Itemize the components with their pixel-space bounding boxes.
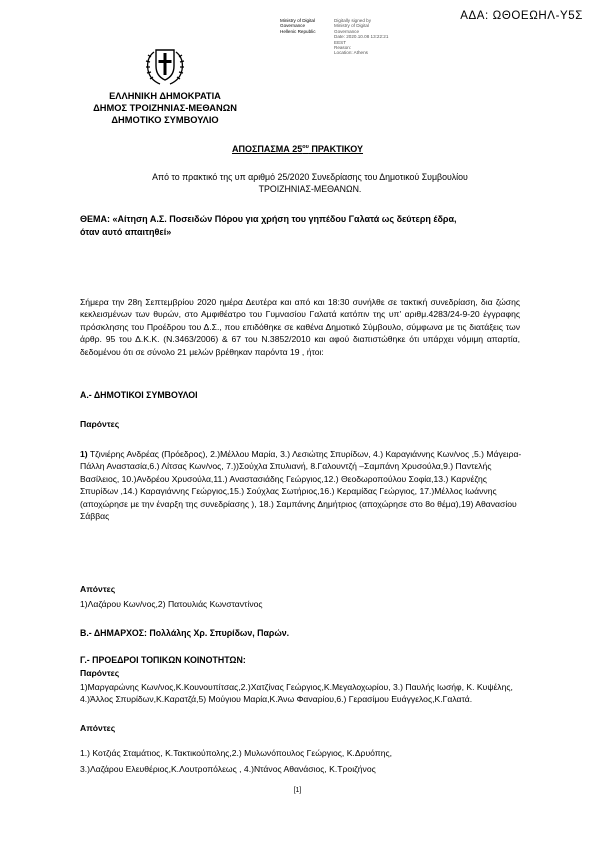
section-c-absent-line: 1.) Κοτζιάς Σταμάτιος, Κ.Τακτικούπολης,2.) Μυλωνόπουλος Γεώργιος, Κ.Δρυόπης, <box>80 748 393 758</box>
subject-heading <box>80 213 520 238</box>
section-a-present-list <box>80 448 525 522</box>
signature-detail-line: Date: 2020.10.08 13:22:21 <box>334 34 389 40</box>
section-c-absent-label: Απόντες <box>80 723 116 733</box>
ada-code: ΑΔΑ: ΩΘΟΕΩΗΛ-Υ5Σ <box>460 10 583 22</box>
minutes-source-line: ΤΡΟΙΖΗΝΙΑΣ-ΜΕΘΑΝΩΝ. <box>258 184 362 194</box>
signature-detail-line: Governance <box>334 28 360 34</box>
section-b-mayor: Β.- ΔΗΜΑΡΧΟΣ: Πολλάλης Χρ. Σπυρίδων, Παρών. <box>80 628 290 638</box>
country-name: ΕΛΛΗΝΙΚΗ ΔΗΜΟΚΡΑΤΙΑ <box>109 91 221 101</box>
page-number: [1] <box>293 787 302 794</box>
municipality-name: ΔΗΜΟΣ ΤΡΟΙΖΗΝΙΑΣ-ΜΕΘΑΝΩΝ <box>93 103 237 113</box>
section-c-present-list: 1)Μαργαρώνης Κων/νος,Κ.Κουνουπίτσας,2.)Χατζίνας Γεώργιος,Κ.Μεγαλοχωρίου, 3.) Παυλής Ιωσήφ, Κ. Κυψέλης, 4.)Άλλος Σπυρίδων,Κ.Καρατζά,5) Μούγιου Μαρία,Κ.Άνω Φαναρίου,6.) Γερασίμου Ευάγγελος,Κ.Γαλατά. <box>80 682 513 705</box>
subject-line: ΘΕΜΑ: «Αίτηση Α.Σ. Ποσειδών Πόρου για χρήση του γηπέδου Γαλατά ως δεύτερη έδρα, <box>80 214 457 224</box>
extract-title <box>0 144 595 154</box>
section-c-title: Γ.- ΠΡΟΕΔΡΟΙ ΤΟΠΙΚΩΝ ΚΟΙΝΟΤΗΤΩΝ: <box>80 655 246 665</box>
section-a-title: Α.- ΔΗΜΟΤΙΚΟΙ ΣΥΜΒΟΥΛΟΙ <box>80 390 198 400</box>
issuer-header <box>80 90 250 126</box>
present-members-text: Τζινιέρης Ανδρέας (Πρόεδρος), 2.)Μέλλου Μαρία, 3.) Λεσιώτης Σπυρίδων, 4.) Καραγιάννης Κων/νος ,5.) Μάγειρα- Πάλλη Αναστασία,6.) Λίτσας Κων/νος, 7.))Σούχλα Σπυλιανή, 8.Γαλουντζή –Σαμπάνη Χρυσούλα,9.) Παντελής Βασίλειος, 10.)Ανδρέου Χρυσούλα,11.) Αναστασιάδης Γεώργιος,12.) Θεοδωροπούλου Σοφία,13.) Καρνέζης Σπυρίδων ,14.) Καραγιάννης Γεώργιος,15.) Σούχλας Σωτήριος,16.) Κεραμίδας Γεώργιος, 17.)Μέλλος Ιωάννης (αποχώρησε με την έναρξη της συνεδρίασης ), 18.) Σαμπάνης Δημήτριος (αποχώρησε στο 8ο θέμα),19) Αθανασίου Σάββας <box>80 449 522 522</box>
extract-title-text: ΑΠΟΣΠΑΣΜΑ 25 <box>231 144 303 154</box>
intro-paragraph: Σήμερα την 28η Σεπτεμβρίου 2020 ημέρα Δευτέρα και από και 18:30 συνήλθε σε τακτική συνεδρίαση, δια ζώσης κεκλεισμένων των θυρών, στο Αμφιθέατρο του Γυμνασίου Γαλατά κατόπιν της υπ' αριθμ.4283/24-9-20 έγγραφης πρόσκλησης του Προέδρου του Δ.Σ., που επιδόθηκε σε καθένα Δημοτικό Σύμβουλο, σύμφωνα με τις διατάξεις των άρθρ. 95 του Δ.Κ.Κ. (Ν.3463/2006) & 67 του Ν.3852/2010 και αφού διαπιστώθηκε ότι υπάρχει νόμιμη απαρτία, δεδομένου ότι σε σύνολο 21 μελών βρέθηκαν παρόντα 19 , ήτοι: <box>80 297 520 357</box>
signature-org-line: Hellenic Republic <box>280 28 316 34</box>
signature-detail-line: Location: Athens <box>334 50 368 56</box>
extract-title-suffix: ΠΡΑΚΤΙΚΟΥ <box>308 144 364 154</box>
subject-line: όταν αυτό απαιτηθεί» <box>80 226 172 237</box>
section-c-absent-line: 3.)Λαζάρου Ελευθέριος,Κ.Λουτροπόλεως , 4.)Ντάνος Αθανάσιος, Κ.Τροιζήνος <box>80 764 376 774</box>
section-a-absent-label: Απόντες <box>80 584 116 594</box>
list-number: 1) <box>80 449 88 459</box>
signature-org-line: Ministry of Digital <box>280 18 315 23</box>
greek-coat-of-arms-icon <box>142 42 188 88</box>
minutes-source <box>80 171 540 195</box>
extract-title-superscript: ου <box>302 144 309 150</box>
council-name: ΔΗΜΟΤΙΚΟ ΣΥΜΒΟΥΛΙΟ <box>111 115 219 125</box>
signature-detail-line: Digitally signed by <box>334 18 372 23</box>
section-a-absent-list: 1)Λαζάρου Κων/νος,2) Πατουλιάς Κωνσταντίνος <box>80 599 263 609</box>
section-c-present-label: Παρόντες <box>80 668 120 678</box>
section-a-present-label: Παρόντες <box>80 419 120 429</box>
signature-detail-line: Ministry of Digital <box>334 23 369 29</box>
minutes-source-line: Από το πρακτικό της υπ αριθμό 25/2020 Συνεδρίασης του Δημοτικού Συμβουλίου <box>152 172 468 182</box>
signature-detail-line: EEST <box>334 39 346 45</box>
digital-signature-block <box>280 18 480 56</box>
signature-detail-line: Reason: <box>334 45 352 51</box>
signature-org-line: Governance <box>280 23 306 29</box>
